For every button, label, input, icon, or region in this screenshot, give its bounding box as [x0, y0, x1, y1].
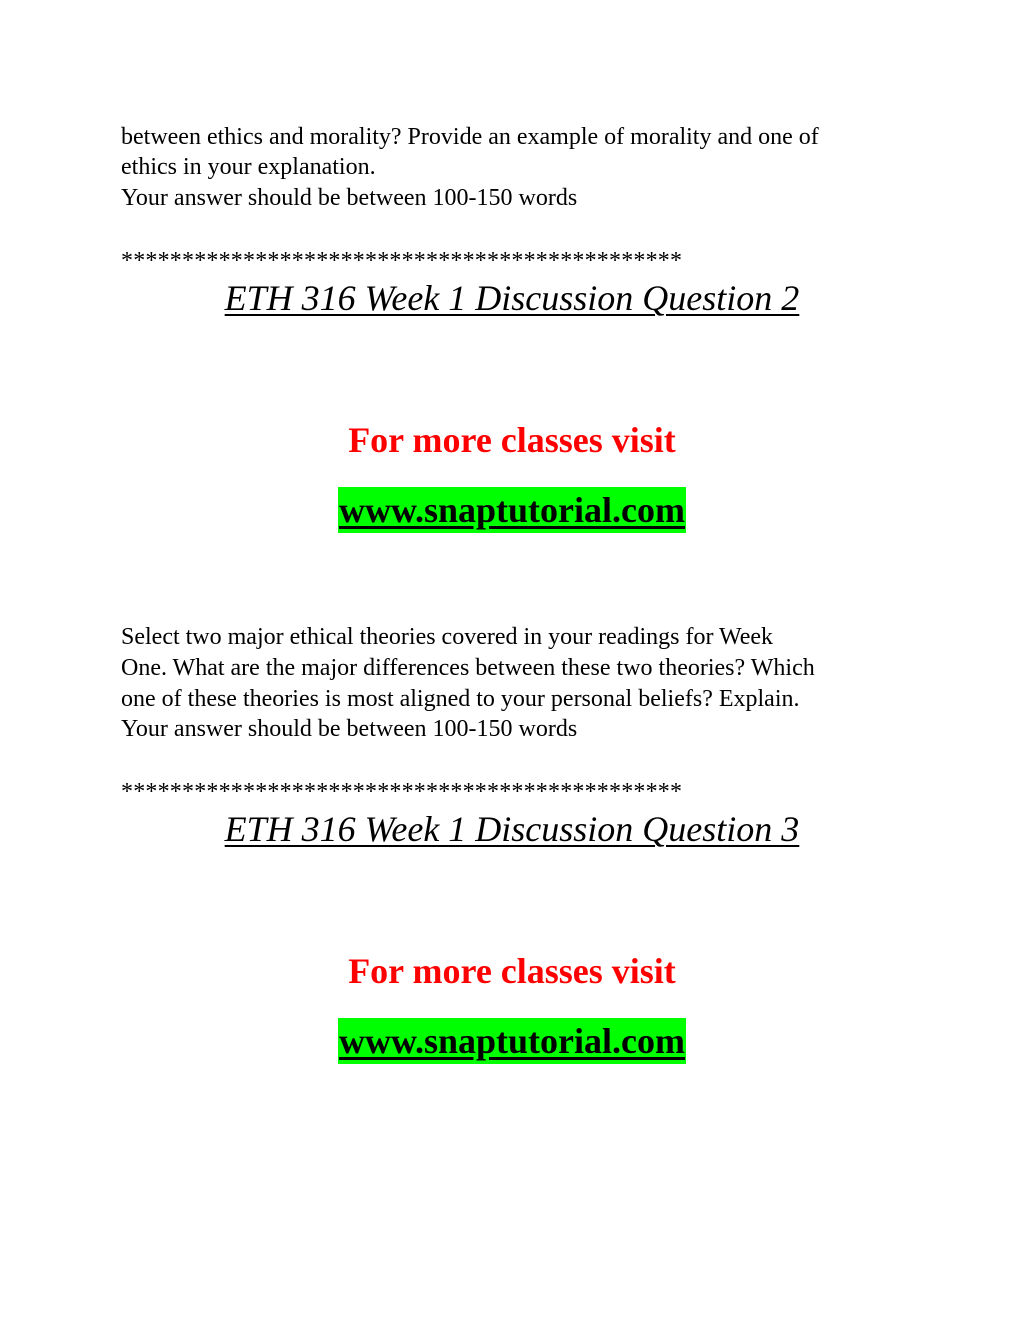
promo-link-wrapper [0, 487, 1024, 533]
separator-stars: ********************************************** [121, 779, 683, 805]
question-2-body-line-4: Your answer should be between 100-150 words [121, 716, 578, 742]
question-3-title: ETH 316 Week 1 Discussion Question 3 [224, 809, 800, 849]
intro-line-1: between ethics and morality? Provide an example of morality and one of [121, 124, 819, 150]
promo-text: For more classes visit [348, 951, 676, 991]
question-2-body-line-2: One. What are the major differences between these two theories? Which [121, 655, 815, 681]
snaptutorial-link[interactable]: www.snaptutorial.com [338, 1018, 686, 1064]
promo-text: For more classes visit [348, 420, 676, 460]
question-2-body-line-3: one of these theories is most aligned to your personal beliefs? Explain. [121, 686, 800, 712]
question-2-title: ETH 316 Week 1 Discussion Question 2 [224, 278, 800, 318]
separator-stars: ********************************************** [121, 248, 683, 274]
question-2-body-line-1: Select two major ethical theories covered in your readings for Week [121, 624, 774, 650]
intro-line-2: ethics in your explanation. [121, 154, 376, 180]
promo-link-wrapper [0, 1018, 1024, 1064]
snaptutorial-link[interactable]: www.snaptutorial.com [338, 487, 686, 533]
intro-line-3: Your answer should be between 100-150 words [121, 185, 578, 211]
